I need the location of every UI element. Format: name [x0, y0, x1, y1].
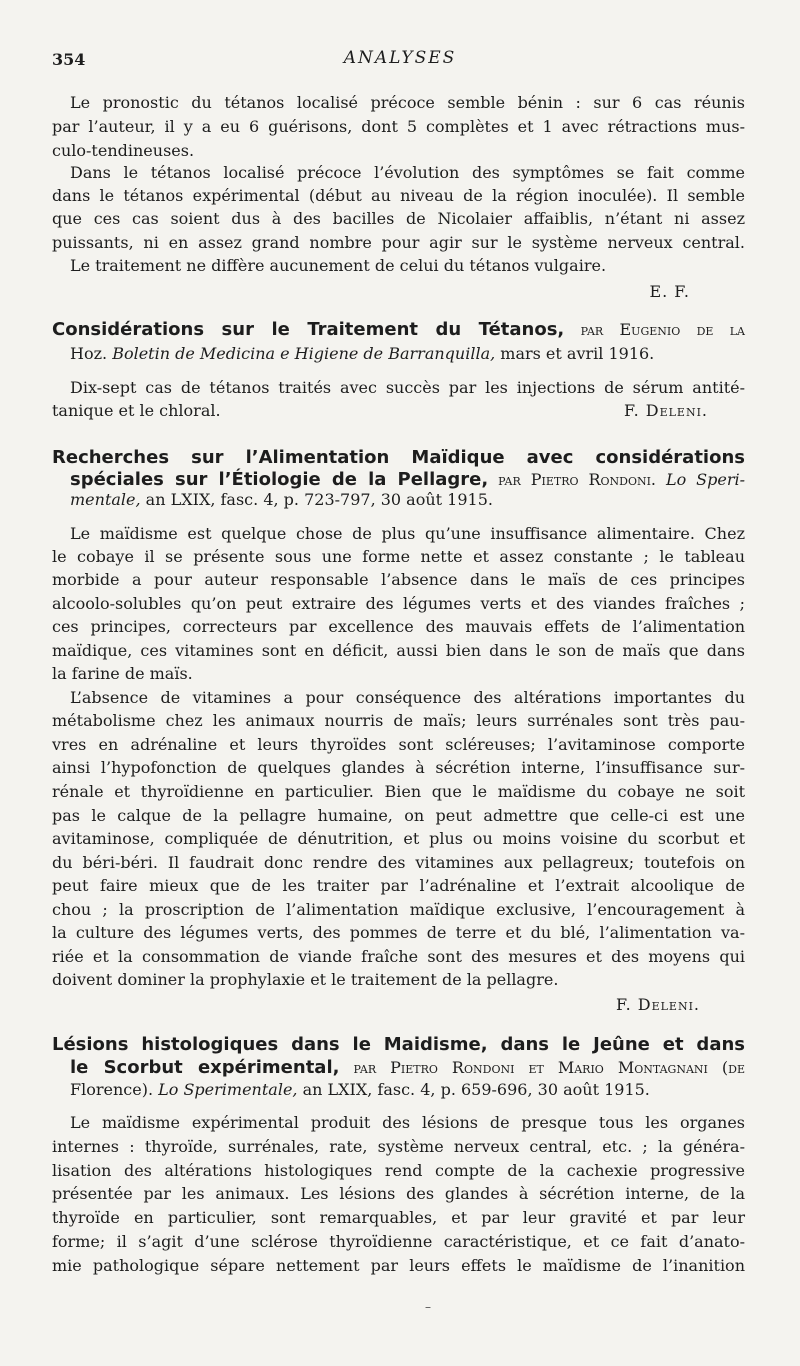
citation-place: Florence).: [70, 1080, 159, 1099]
body-line: forme; il s’agit d’une sclérose thyroïdienne caractéristique, et ce fait d’anato-: [52, 1232, 745, 1251]
body-line: alcoolo-solubles qu’on peut extraire des légumes verts et des viandes fraîches ;: [52, 594, 745, 613]
body-line: Le traitement ne diffère aucunement de celui du tétanos vulgaire.: [70, 256, 607, 275]
citation-journal: Lo Speri-: [665, 470, 746, 489]
body-line: vres en adrénaline et leurs thyroïdes sont scléreuses; l’avitaminose comporte: [52, 735, 745, 754]
citation-journal: Boletin de Medicina e Higiene de Barranquilla,: [112, 344, 496, 363]
citation-author: Hoz.: [70, 344, 113, 363]
body-line: métabolisme chez les animaux nourris de maïs; leurs surrénales sont très pau-: [52, 711, 745, 730]
signature: F. Deleni.: [615, 995, 700, 1014]
body-line: la farine de maïs.: [52, 664, 193, 683]
body-line: ainsi l’hypofonction de quelques glandes à sécrétion interne, l’insuffisance sur-: [52, 758, 745, 777]
body-line: par l’auteur, il y a eu 6 guérisons, dont 5 complètes et 1 avec rétractions mus-: [52, 117, 745, 136]
stray-mark: –: [425, 1300, 431, 1314]
article-citation: [70, 489, 745, 511]
body-line: L’absence de vitamines a pour conséquence des altérations importantes du: [70, 688, 745, 707]
body-line: riée et la consommation de viande fraîche sont des mesures et des moyens qui: [52, 947, 745, 966]
body-line: Le maïdisme expérimental produit des lésions de presque tous les organes: [70, 1113, 745, 1132]
page-number: 354: [52, 50, 86, 69]
article-citation: [70, 1079, 745, 1101]
body-line: Dix-sept cas de tétanos traités avec succès par les injections de sérum antité-: [70, 378, 745, 397]
citation-details: an LXIX, fasc. 4, p. 723-797, 30 août 1915.: [140, 490, 493, 509]
body-line: le cobaye il se présente sous une forme nette et assez constante ; le tableau: [52, 547, 745, 566]
body-line: présentée par les animaux. Les lésions des glandes à sécrétion interne, de la: [52, 1184, 745, 1203]
article-title: Recherches sur l’Alimentation Maïdique avec considérations: [52, 447, 745, 468]
body-line: ces principes, correcteurs par excellence des mauvais effets de l’alimentation: [52, 617, 745, 636]
body-line: Le pronostic du tétanos localisé précoce semble bénin : sur 6 cas réunis: [70, 93, 745, 112]
article-title: Lésions histologiques dans le Maidisme, dans le Jeûne et dans: [52, 1034, 745, 1055]
body-line: Le maïdisme est quelque chose de plus qu’une insuffisance alimentaire. Chez: [70, 524, 745, 543]
body-line: doivent dominer la prophylaxie et le traitement de la pellagre.: [52, 970, 559, 989]
body-line: mie pathologique sépare nettement par leurs effets le maïdisme de l’inanition: [52, 1256, 745, 1275]
body-line: tanique et le chloral.: [52, 401, 221, 420]
body-line: avitaminose, compliquée de dénutrition, et plus ou moins voisine du scorbut et: [52, 829, 745, 848]
body-line: pas le calque de la pellagre humaine, on peut admettre que celle-ci est une: [52, 806, 745, 825]
article-title-line: [70, 469, 745, 491]
body-line: dans le tétanos expérimental (début au niveau de la région inoculée). Il semble: [52, 186, 745, 205]
citation-journal: mentale,: [70, 490, 141, 509]
title-bold: spéciales sur l’Étiologie de la Pellagre,: [70, 469, 489, 490]
article-title-line: [70, 1057, 745, 1079]
title-author: par Eugenio de la: [564, 320, 745, 339]
body-line: culo-tendineuses.: [52, 141, 195, 160]
body-line: chou ; la proscription de l’alimentation maïdique exclusive, l’encouragement à: [52, 900, 745, 919]
signature: F. Deleni.: [623, 401, 708, 420]
body-line: peut faire mieux que de les traiter par l’adrénaline et l’extrait alcoolique de: [52, 876, 745, 895]
body-line: internes : thyroïde, surrénales, rate, système nerveux central, etc. ; la généra-: [52, 1137, 745, 1156]
article-title: [52, 319, 745, 341]
body-line: morbide a pour auteur responsable l’absence dans le maïs de ces principes: [52, 570, 745, 589]
signature: E. F.: [649, 282, 690, 301]
body-line: du béri-béri. Il faudrait donc rendre des vitamines aux pellagreux; toutefois on: [52, 853, 745, 872]
citation-journal: Lo Sperimentale,: [158, 1080, 298, 1099]
body-line: Dans le tétanos localisé précoce l’évolution des symptômes se fait comme: [70, 163, 745, 182]
body-line: que ces cas soient dus à des bacilles de Nicolaier affaiblis, n’étant ni assez: [52, 209, 745, 228]
body-line: thyroïde en particulier, sont remarquables, et par leur gravité et par leur: [52, 1208, 745, 1227]
body-line: maïdique, ces vitamines sont en déficit, aussi bien dans le son de maïs que dans: [52, 641, 745, 660]
article-citation: [70, 343, 745, 365]
title-authors: par Pietro Rondoni et Mario Montagnani (de: [339, 1058, 745, 1077]
body-line: lisation des altérations histologiques rend compte de la cachexie progressive: [52, 1161, 745, 1180]
body-line: puissants, ni en assez grand nombre pour agir sur le système nerveux central.: [52, 233, 745, 252]
body-line: rénale et thyroïdienne en particulier. Bien que le maïdisme du cobaye ne soit: [52, 782, 745, 801]
title-bold: le Scorbut expérimental,: [70, 1057, 340, 1078]
running-title: ANALYSES: [343, 48, 457, 68]
citation-details: an LXIX, fasc. 4, p. 659-696, 30 août 1915.: [297, 1080, 650, 1099]
citation-date: mars et avril 1916.: [495, 344, 655, 363]
title-author: par Pietro Rondoni.: [488, 470, 666, 489]
body-line: la culture des légumes verts, des pommes de terre et du blé, l’alimentation va-: [52, 923, 745, 942]
title-bold: Considérations sur le Traitement du Tétanos,: [52, 319, 565, 340]
